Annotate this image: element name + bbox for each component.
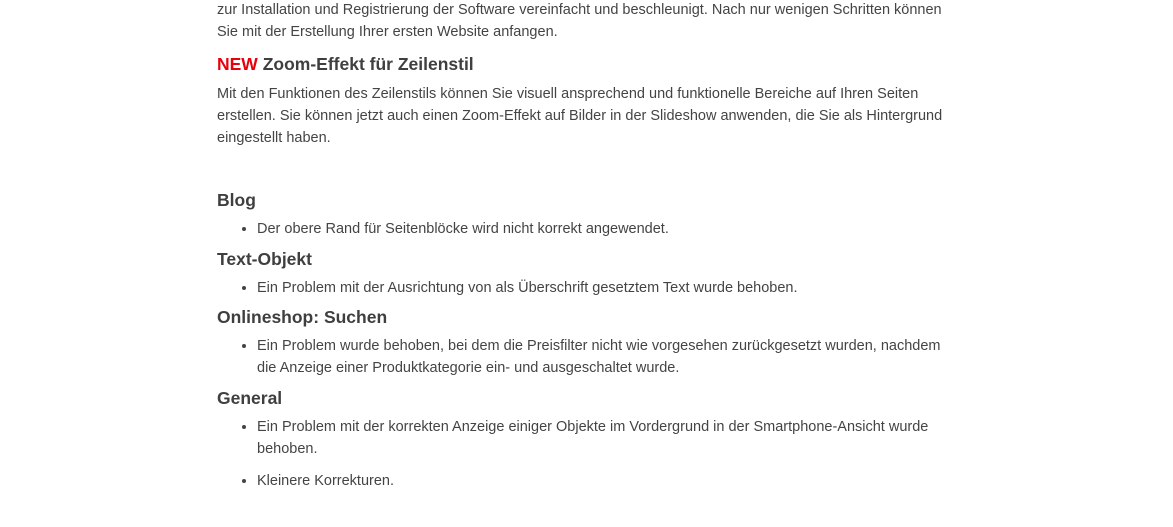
section-spacer	[217, 149, 962, 189]
section-heading-blog: Blog	[217, 190, 256, 211]
feature-heading	[217, 53, 962, 75]
section-list-general	[217, 416, 962, 493]
new-badge: NEW	[217, 53, 258, 74]
section-list-onlineshop-suchen	[217, 335, 962, 380]
release-notes-content	[217, 0, 962, 500]
section-heading-general: General	[217, 387, 283, 408]
feature-paragraph: Mit den Funktionen des Zeilenstils können Sie visuell ansprechend und funktionelle Bereiche auf Ihren Seiten erstellen. Sie können jetzt auch einen Zoom-Effekt auf Bilder in der Slideshow anwenden, die Sie als Hintergrund eingestellt haben.	[217, 85, 943, 147]
section-list-blog	[217, 218, 962, 240]
list-item: • Ein Problem wurde behoben, bei dem die Preisfilter nicht wie vorgesehen zurückgesetzt wurden, nachdem die Anzeige einer Produktkategorie ein- und ausgeschaltet wurde.	[257, 335, 962, 380]
list-item: • Kleinere Korrekturen.	[257, 470, 962, 492]
section-heading-text-objekt: Text-Objekt	[217, 248, 312, 269]
list-item: • Ein Problem mit der Ausrichtung von als Überschrift gesetztem Text wurde behoben.	[257, 277, 962, 299]
section-heading-onlineshop-suchen: Onlineshop: Suchen	[217, 307, 388, 328]
feature-title: Zoom-Effekt für Zeilenstil	[257, 53, 474, 74]
list-item: • Ein Problem mit der korrekten Anzeige einiger Objekte im Vordergrund in der Smartphone-Ansicht wurde behoben.	[257, 416, 962, 461]
section-list-text-objekt	[217, 277, 962, 299]
intro-paragraph: zur Installation und Registrierung der Software vereinfacht und beschleunigt. Nach nur wenigen Schritten können Sie mit der Erstellung Ihrer ersten Website anfangen.	[217, 2, 942, 41]
list-item: • Der obere Rand für Seitenblöcke wird nicht korrekt angewendet.	[257, 218, 962, 240]
